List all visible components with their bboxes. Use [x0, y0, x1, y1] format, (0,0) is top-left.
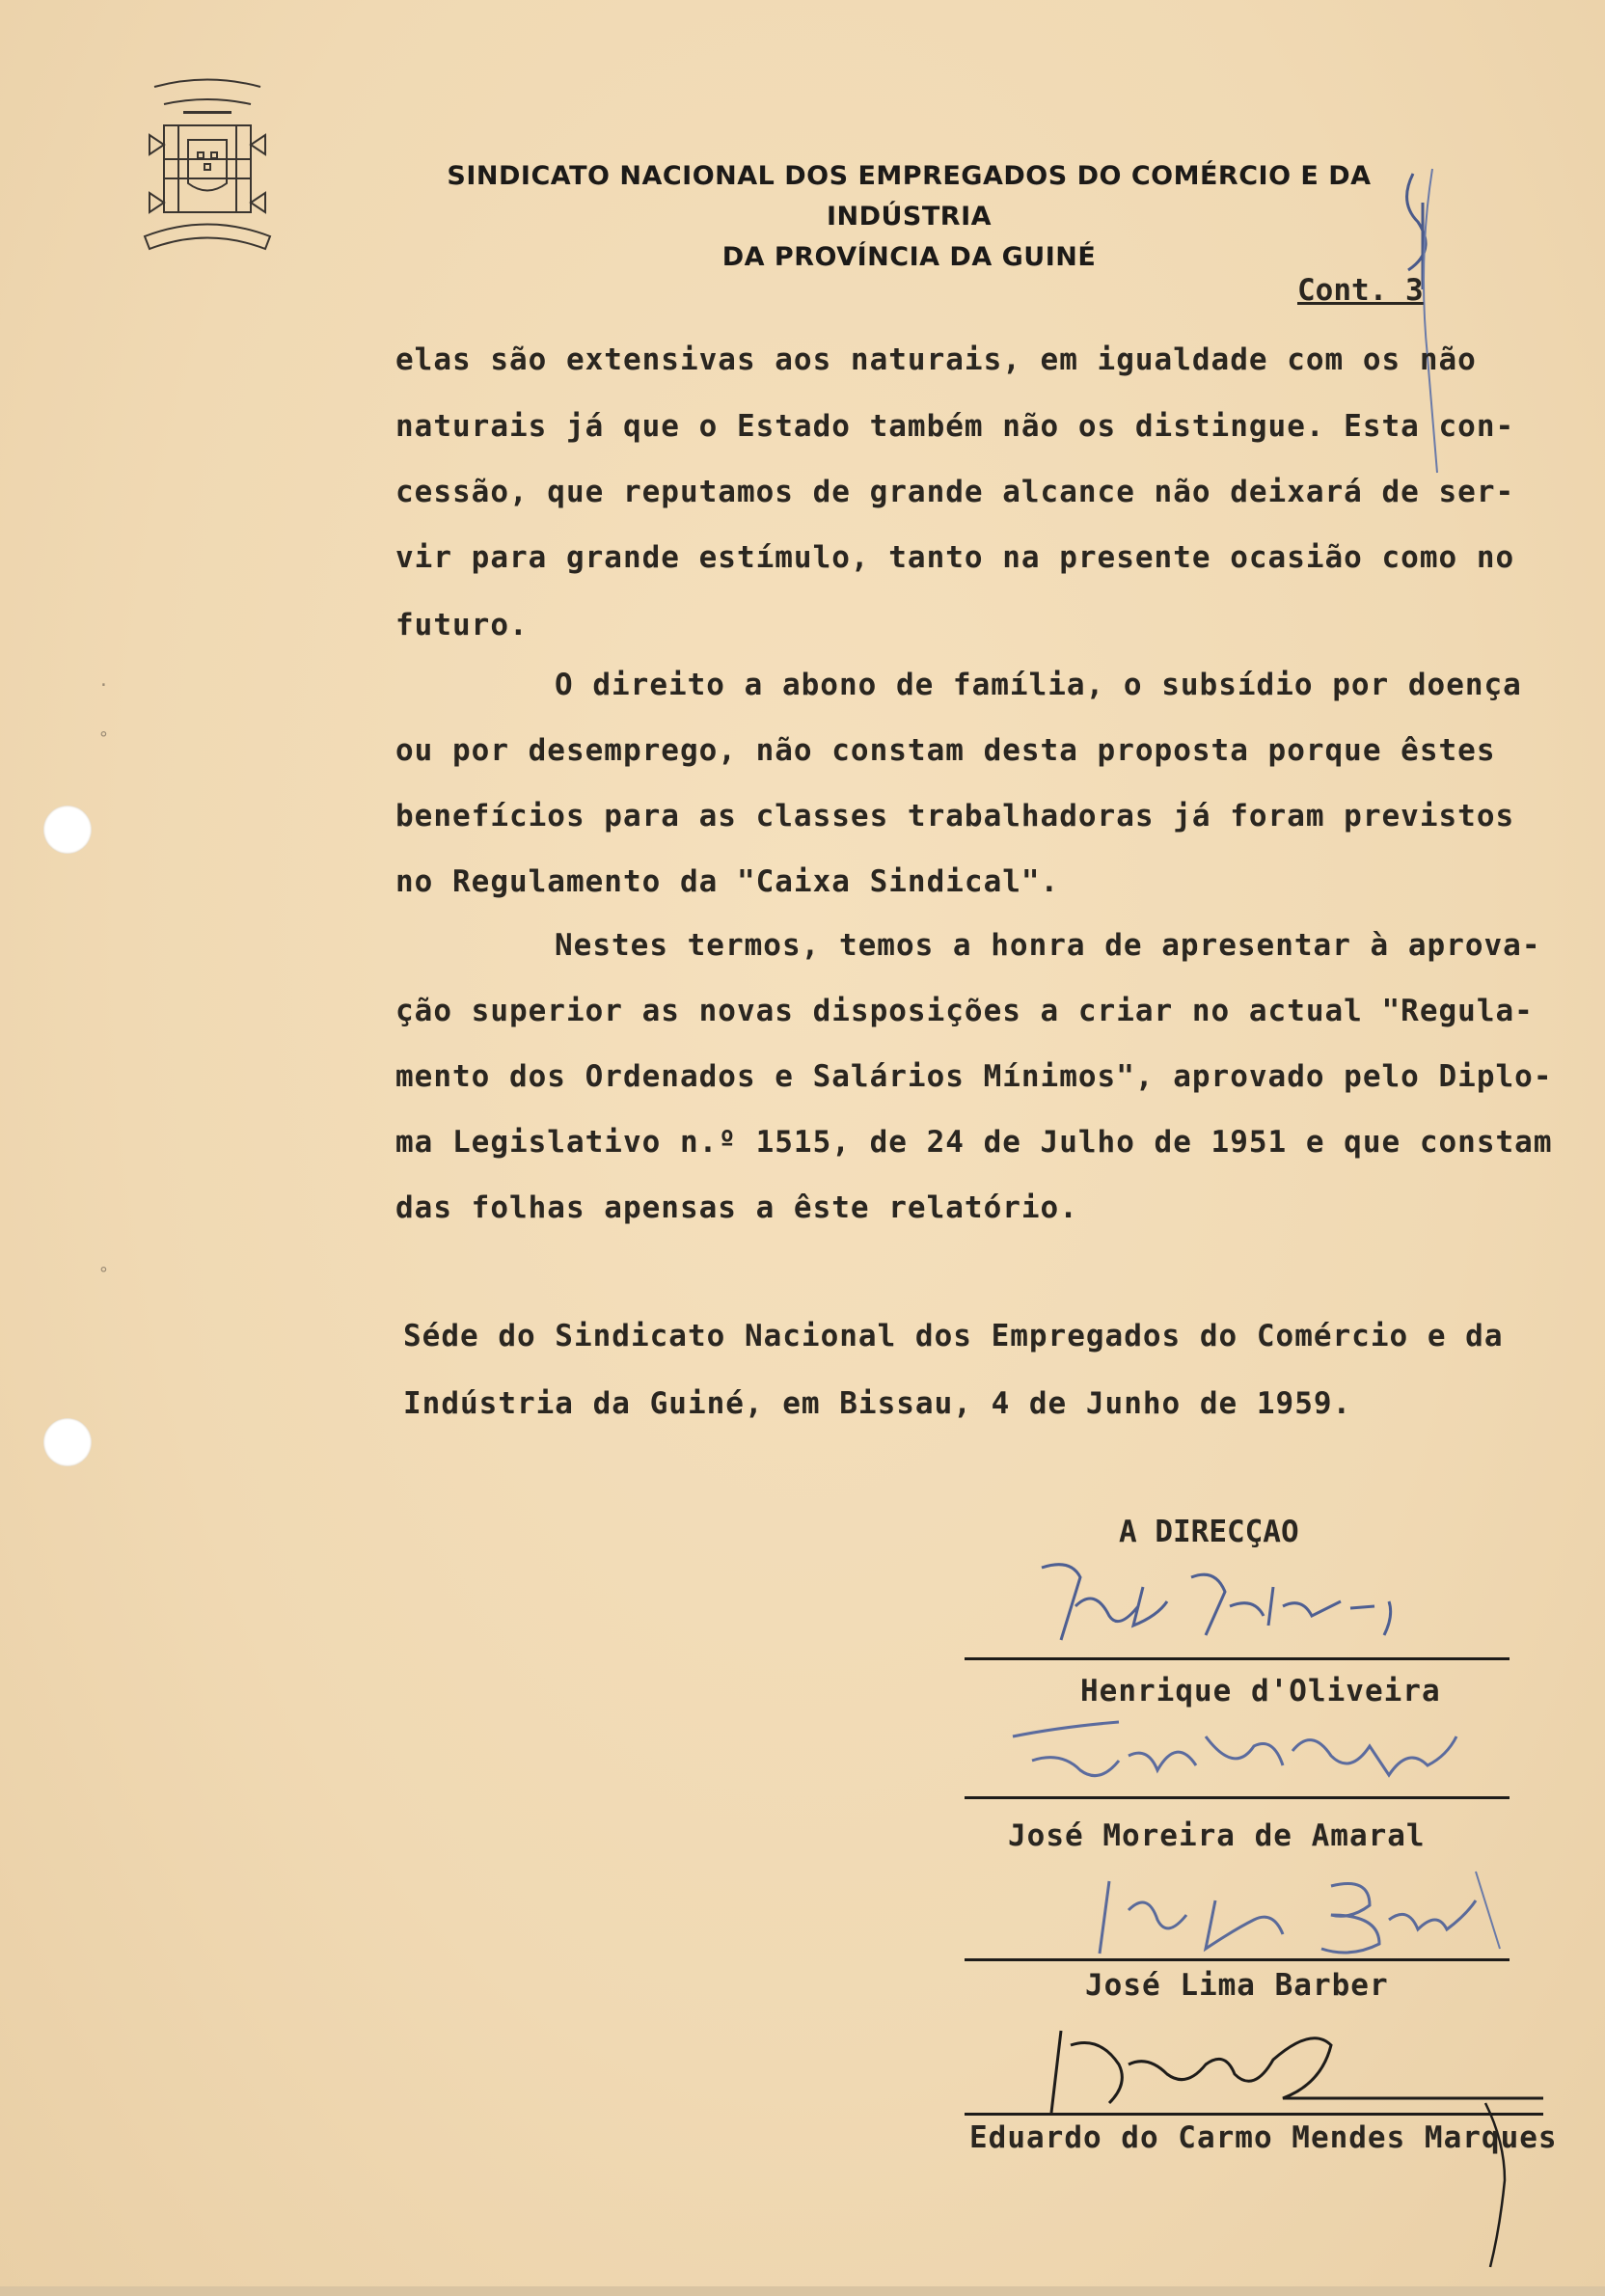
- signatory-name: José Moreira de Amaral: [1008, 1818, 1426, 1853]
- body-line: no Regulamento da "Caixa Sindical".: [395, 864, 1060, 899]
- closing-line: Indústria da Guiné, em Bissau, 4 de Junho de 1959.: [403, 1386, 1352, 1421]
- body-line: das folhas apensas a êste relatório.: [395, 1190, 1078, 1225]
- signatory-name: Eduardo do Carmo Mendes Marques: [969, 2120, 1558, 2155]
- body-line: mento dos Ordenados e Salários Mínimos", aprovado pelo Diplo-: [395, 1059, 1553, 1094]
- closing-line: Séde do Sindicato Nacional dos Empregados do Comércio e da: [403, 1319, 1504, 1353]
- letterhead: [381, 156, 1437, 278]
- body-line: ou por desemprego, não constam desta proposta porque êstes: [395, 733, 1496, 768]
- signatory-name: José Lima Barber: [1085, 1968, 1389, 2003]
- body-line: Nestes termos, temos a honra de apresentar à aprova-: [555, 928, 1541, 963]
- signature-rule: [965, 1958, 1510, 1961]
- body-line: benefícios para as classes trabalhadoras já foram previstos: [395, 799, 1515, 834]
- margin-mark: ·: [98, 675, 109, 696]
- body-line: futuro.: [395, 608, 529, 642]
- margin-mark: °: [98, 1264, 109, 1284]
- body-line: naturais já que o Estado também não os distingue. Esta con-: [395, 409, 1515, 444]
- paper-edge: [0, 2286, 1605, 2296]
- signature-rule: [965, 2113, 1543, 2116]
- letterhead-line-2: DA PROVÍNCIA DA GUINÉ: [721, 242, 1097, 272]
- letterhead-line-1: SINDICATO NACIONAL DOS EMPREGADOS DO COMÉRCIO E DA INDÚSTRIA: [447, 161, 1372, 232]
- body-line: elas são extensivas aos naturais, em igualdade com os não: [395, 342, 1477, 377]
- margin-mark: °: [98, 728, 109, 749]
- continuation-marker: Cont. 3: [1297, 273, 1424, 308]
- punch-hole-upper: [43, 806, 92, 854]
- signature-rule: [965, 1796, 1510, 1799]
- direccao-heading: A DIRECÇAO: [1119, 1515, 1299, 1549]
- signature-henrique: [1022, 1548, 1428, 1654]
- union-seal: [125, 68, 289, 270]
- punch-hole-lower: [43, 1418, 92, 1466]
- body-line: ma Legislativo n.º 1515, de 24 de Julho de 1951 e que constam: [395, 1125, 1553, 1160]
- signature-jose-lima: [1080, 1862, 1505, 1968]
- signatory-name: Henrique d'Oliveira: [1080, 1674, 1441, 1708]
- body-line: ção superior as novas disposições a criar no actual "Regula-: [395, 994, 1534, 1028]
- body-line: cessão, que reputamos de grande alcance não deixará de ser-: [395, 475, 1515, 509]
- body-line: vir para grande estímulo, tanto na presente ocasião como no: [395, 540, 1515, 575]
- body-line: O direito a abono de família, o subsídio por doença: [555, 668, 1522, 702]
- signature-rule: [965, 1657, 1510, 1660]
